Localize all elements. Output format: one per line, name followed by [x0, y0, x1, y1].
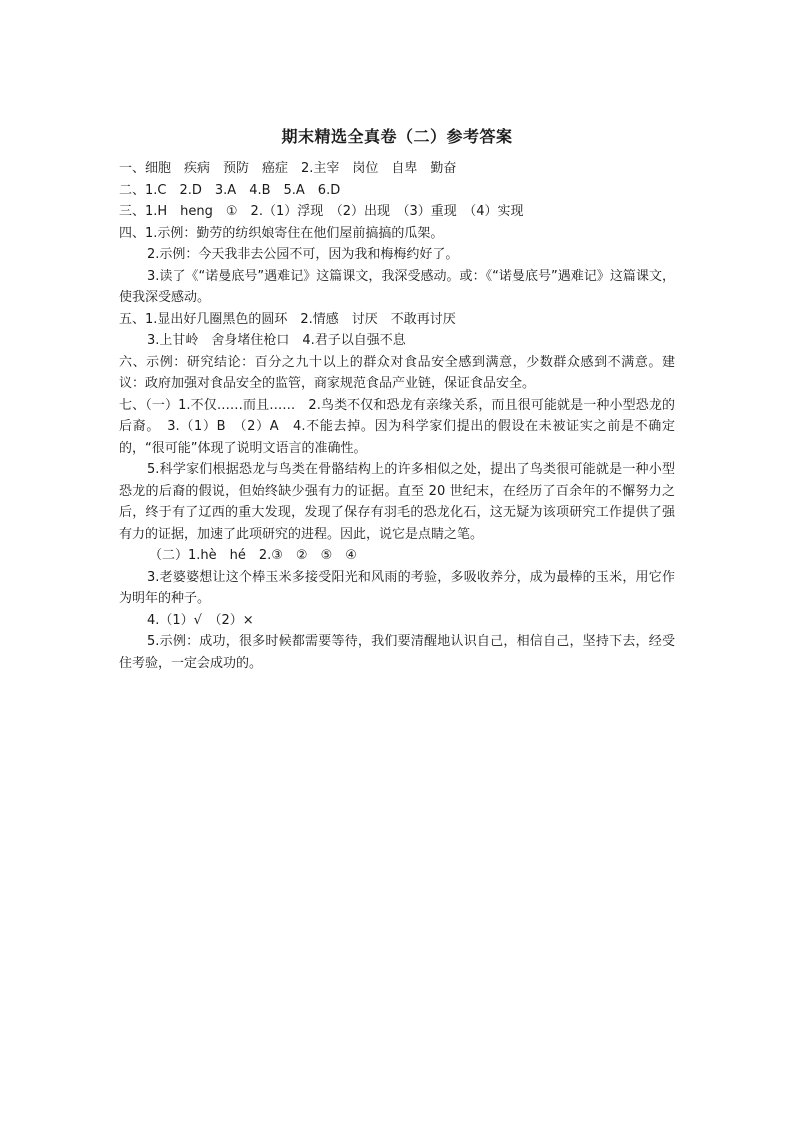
answer-line-3: 三、1.H heng ① 2.（1）浮现 （2）出现 （3）重现 （4）实现 — [119, 204, 524, 219]
answer-line-1: 一、细胞 疾病 预防 癌症 2.主宰 岗位 自卑 勤奋 — [119, 161, 457, 176]
page-title: 期末精选全真卷（二）参考答案 — [281, 127, 513, 146]
answer-line-4: 四、1.示例：勤劳的纺织娘寄住在他们屋前搞搞的瓜架。 — [119, 225, 444, 241]
answer-line-5: 2.示例：今天我非去公园不可，因为我和梅梅约好了。 — [147, 247, 459, 262]
answer-line-10: 七、（一）1.不仅……而且…… 2.鸟类不仅和恐龙有亲缘关系，而且很可能就是一种小型恐龙的后裔。 3.（1）B （2）A 4.不能去掉。因为科学家们提出的假设在未被证实之前是不确定的，“很可能”体现了说明文语言的准确性。 — [119, 397, 675, 456]
answer-line-6: 3.读了《“诺曼底号”遇难记》这篇课文，我深受感动。或：《“诺曼底号”遇难记》这篇课文，使我深受感动。 — [119, 268, 675, 305]
answer-line-2: 二、1.C 2.D 3.A 4.B 5.A 6.D — [119, 182, 341, 198]
answer-line-8: 3.上甘岭 舍身堵住枪口 4.君子以自强不息 — [147, 333, 406, 348]
answer-line-13: 3.老婆婆想让这个棒玉米多接受阳光和风雨的考验，多吸收养分，成为最棒的玉米，用它作为明年的种子。 — [119, 569, 675, 606]
answer-line-14: 4.（1）√ （2）× — [147, 612, 254, 628]
answer-content — [119, 158, 675, 674]
answer-line-9: 六、示例：研究结论：百分之九十以上的群众对食品安全感到满意，少数群众感到不满意。建议：政府加强对食品安全的监管，商家规范食品产业链，保证食品安全。 — [119, 354, 675, 391]
answer-line-11: 5.科学家们根据恐龙与鸟类在骨骼结构上的许多相似之处，提出了鸟类很可能就是一种小型恐龙的后裔的假说，但始终缺少强有力的证据。直至 20 世纪末，在经历了百余年的不懈努力之后，终于有了辽西的重大发现，发现了保存有羽毛的恐龙化石，这无疑为该项研究工作提供了强有力的证据，加速了此项研究的进程。因此，说它是点睛之笔。 — [119, 462, 675, 542]
answer-line-15: 5.示例：成功，很多时候都需要等待，我们要清醒地认识自己，相信自己，坚持下去，经受住考验，一定会成功的。 — [119, 634, 675, 671]
answer-line-7: 五、1.显出好几圈黑色的圆环 2.情感 讨厌 不敢再讨厌 — [119, 311, 456, 327]
answer-line-12: （二）1.hè hé 2.③ ② ⑤ ④ — [149, 548, 357, 563]
